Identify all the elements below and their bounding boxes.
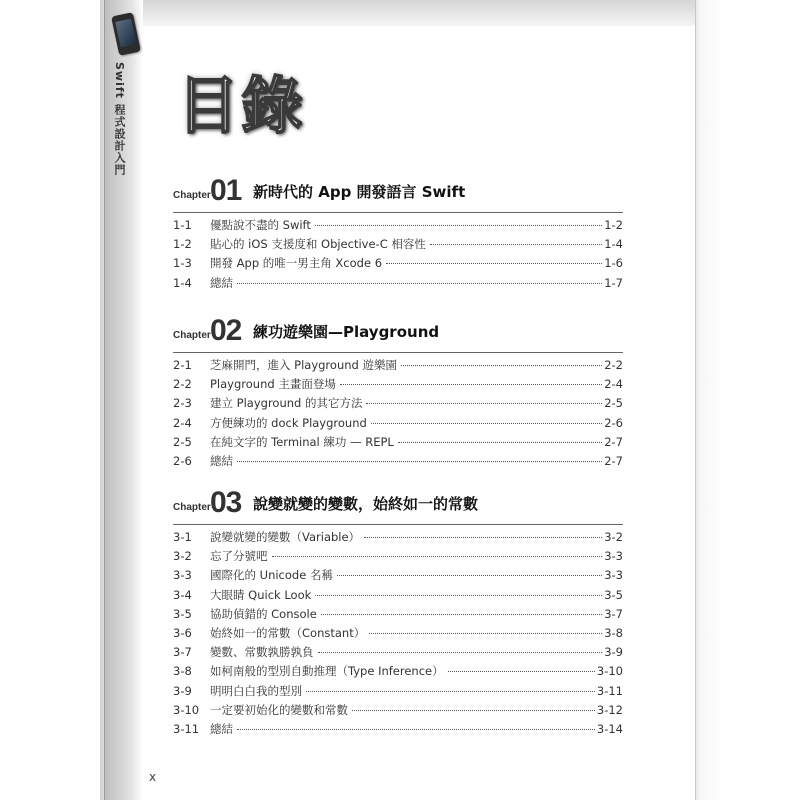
toc-entry[interactable] [173, 236, 623, 255]
entry-title: 總結 [210, 275, 233, 290]
entry-page: 3-3 [604, 568, 623, 583]
chapter-title: 新時代的 App 開發語言 Swift [253, 183, 466, 201]
entry-leader-dots [318, 652, 603, 653]
entry-page: 3-5 [604, 587, 623, 602]
entry-number: 3-3 [173, 568, 192, 583]
entry-page: 3-11 [596, 683, 623, 698]
entry-number: 2-1 [173, 358, 192, 372]
toc-entry[interactable] [173, 702, 623, 721]
toc-entry[interactable] [173, 567, 623, 586]
entry-page: 1-4 [604, 237, 623, 252]
page-gutter-fade [133, 0, 143, 800]
chapter-word: Chapter [173, 190, 211, 201]
entry-title: 開發 App 的唯一男主角 Xcode 6 [210, 256, 383, 271]
chapter-02 [173, 314, 623, 472]
chapter-entries [173, 357, 623, 472]
chapter-heading [173, 314, 623, 346]
entry-leader-dots [430, 244, 602, 245]
entry-page: 1-6 [604, 256, 623, 271]
toc-entry[interactable] [173, 683, 623, 702]
entry-title: 協助偵錯的 Console [210, 606, 317, 621]
entry-number: 1-1 [173, 218, 192, 232]
entry-title: 貼心的 iOS 支援度和 Objective-C 相容性 [210, 237, 426, 252]
entry-leader-dots [337, 575, 602, 576]
chapter-heading [173, 486, 623, 518]
toc-entry[interactable] [173, 453, 623, 472]
page-top-band [105, 0, 695, 26]
entry-title: 始終如一的常數（Constant） [210, 625, 366, 640]
entry-title: 優點說不盡的 Swift [210, 218, 311, 232]
entry-number: 2-2 [173, 377, 192, 392]
entry-title: 國際化的 Unicode 名稱 [210, 568, 333, 583]
entry-number: 3-11 [173, 721, 200, 736]
entry-leader-dots [315, 595, 602, 596]
entry-number: 3-2 [173, 549, 192, 564]
entry-leader-dots [369, 633, 602, 634]
chapter-word: Chapter [173, 330, 211, 341]
toc-entry[interactable] [173, 529, 623, 548]
entry-page: 3-10 [596, 664, 623, 679]
entry-page: 2-5 [604, 396, 623, 411]
chapter-number: 01 [210, 174, 242, 207]
toc-entry[interactable] [173, 625, 623, 644]
entry-title: 變數、常數孰勝孰負 [210, 645, 314, 660]
toc-entry[interactable] [173, 606, 623, 625]
entry-number: 3-8 [173, 664, 192, 679]
chapter-number: 03 [210, 486, 242, 519]
entry-page: 1-2 [604, 218, 623, 232]
entry-leader-dots [306, 691, 595, 692]
toc-entry[interactable] [173, 275, 623, 294]
entry-leader-dots [237, 461, 602, 462]
entry-leader-dots [315, 225, 602, 226]
entry-title: 說變就變的變數（Variable） [210, 530, 361, 544]
chapter-title: 說變就變的變數，始終如一的常數 [253, 495, 479, 513]
chapter-heading [173, 174, 623, 206]
toc-entry[interactable] [173, 721, 623, 740]
entry-page: 3-14 [596, 721, 623, 736]
chapter-03 [173, 486, 623, 740]
entry-number: 1-3 [173, 256, 192, 271]
entry-number: 2-6 [173, 453, 192, 468]
entry-page: 3-3 [604, 549, 623, 564]
book-side-label: Swift 程式設計入門 [113, 62, 126, 176]
entry-number: 3-9 [173, 683, 192, 698]
entry-title: 總結 [210, 721, 233, 736]
entry-title: Playground 主畫面登場 [210, 377, 336, 392]
entry-leader-dots [352, 710, 595, 711]
entry-number: 2-3 [173, 396, 192, 411]
entry-number: 3-6 [173, 625, 192, 640]
chapter-rule [173, 352, 623, 353]
entry-leader-dots [237, 283, 602, 284]
page-title: 目錄 [177, 69, 306, 142]
entry-page: 3-2 [604, 530, 623, 544]
entry-page: 2-7 [604, 434, 623, 449]
chapter-rule [173, 212, 623, 213]
book-page [104, 0, 696, 800]
toc-entry[interactable] [173, 376, 623, 395]
chapter-entries [173, 217, 623, 294]
entry-title: 一定要初始化的變數和常數 [210, 702, 348, 717]
entry-leader-dots [366, 403, 602, 404]
page-shadow-right [694, 0, 800, 800]
entry-leader-dots [448, 671, 595, 672]
entry-title: 忘了分號吧 [210, 549, 268, 564]
entry-number: 3-5 [173, 606, 192, 621]
entry-leader-dots [237, 729, 595, 730]
entry-leader-dots [364, 537, 602, 538]
page-number: x [149, 770, 157, 784]
entry-number: 3-1 [173, 530, 192, 544]
entry-number: 1-2 [173, 237, 192, 252]
toc-entry[interactable] [173, 357, 623, 376]
entry-page: 1-7 [604, 275, 623, 290]
toc-entry[interactable] [173, 663, 623, 682]
chapter-rule [173, 524, 623, 525]
toc-entry[interactable] [173, 217, 623, 236]
entry-leader-dots [371, 423, 602, 424]
chapter-number: 02 [210, 314, 242, 347]
entry-title: 芝麻開門，進入 Playground 遊樂園 [210, 358, 397, 372]
entry-page: 3-9 [604, 645, 623, 660]
entry-title: 建立 Playground 的其它方法 [210, 396, 363, 411]
entry-leader-dots [398, 442, 602, 443]
entry-title: 總結 [210, 453, 233, 468]
toc-entry[interactable] [173, 644, 623, 663]
entry-leader-dots [272, 556, 603, 557]
chapter-entries [173, 529, 623, 740]
toc-entry[interactable] [173, 415, 623, 434]
entry-title: 明明白白我的型別 [210, 683, 302, 698]
chapter-title: 練功遊樂園—Playground [253, 323, 440, 341]
entry-page: 3-7 [604, 606, 623, 621]
chapter-01 [173, 174, 623, 294]
entry-number: 2-5 [173, 434, 192, 449]
entry-title: 如柯南般的型別自動推理（Type Inference） [210, 664, 444, 679]
chapter-word: Chapter [173, 502, 211, 513]
entry-number: 1-4 [173, 275, 192, 290]
toc-entry[interactable] [173, 395, 623, 414]
entry-page: 2-4 [604, 377, 623, 392]
entry-leader-dots [401, 365, 602, 366]
toc-entry[interactable] [173, 587, 623, 606]
entry-page: 3-12 [596, 702, 623, 717]
entry-number: 3-7 [173, 645, 192, 660]
entry-leader-dots [321, 614, 602, 615]
entry-title: 在純文字的 Terminal 練功 — REPL [210, 434, 394, 449]
toc-entry[interactable] [173, 434, 623, 453]
entry-title: 方便練功的 dock Playground [210, 415, 367, 430]
entry-number: 2-4 [173, 415, 192, 430]
entry-title: 大眼睛 Quick Look [210, 587, 312, 602]
entry-page: 3-8 [604, 625, 623, 640]
entry-leader-dots [386, 263, 602, 264]
entry-page: 2-6 [604, 415, 623, 430]
toc-entry[interactable] [173, 255, 623, 274]
entry-page: 2-7 [604, 453, 623, 468]
entry-number: 3-4 [173, 587, 192, 602]
entry-page: 2-2 [604, 358, 623, 372]
entry-leader-dots [340, 384, 602, 385]
toc-entry[interactable] [173, 548, 623, 567]
entry-number: 3-10 [173, 702, 200, 717]
